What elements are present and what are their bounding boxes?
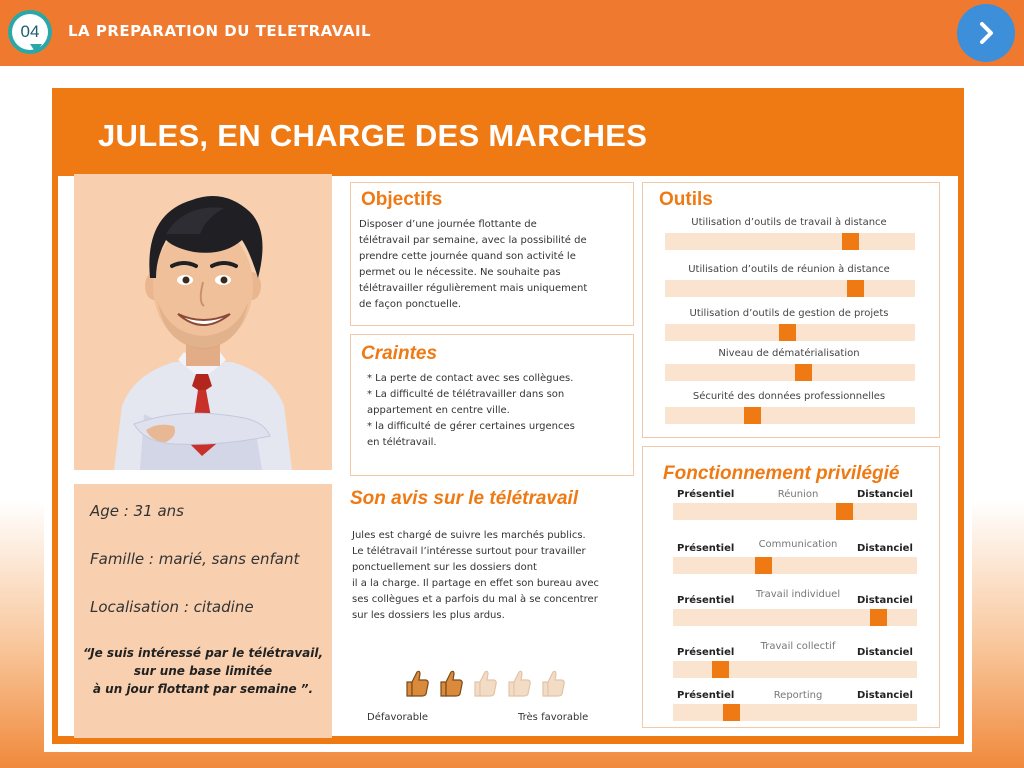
distanciel-label: Distanciel: [857, 595, 913, 606]
distanciel-label: Distanciel: [857, 543, 913, 554]
fonctionnement-box: [642, 446, 940, 728]
outil-bar: [665, 280, 915, 297]
outil-bar: [665, 233, 915, 250]
objectifs-heading: Objectifs: [361, 189, 443, 210]
slide-title: JULES, EN CHARGE DES MARCHES: [98, 118, 648, 153]
chapter-title: LA PREPARATION DU TELETRAVAIL: [68, 22, 372, 40]
text-line: Disposer d’une journée flottante de: [359, 219, 537, 230]
text-line: permet ou le nécessite. Ne souhaite pas: [359, 267, 561, 278]
text-line: ponctuellement sur les dossiers dont: [352, 562, 537, 573]
mode-marker: [870, 609, 887, 626]
mode-marker: [755, 557, 772, 574]
craintes-text: [367, 371, 629, 451]
mode-bar: [673, 661, 917, 678]
age-text: Age : 31 ans: [90, 502, 184, 520]
text-line: * La perte de contact avec ses collègues.: [367, 373, 574, 384]
top-bar: [0, 0, 1024, 66]
presentiel-label: Présentiel: [677, 647, 735, 658]
outil-label: Niveau de dématérialisation: [718, 348, 860, 359]
presentiel-label: Présentiel: [677, 595, 735, 606]
outil-marker: [795, 364, 812, 381]
outil-label: Utilisation d’outils de travail à distance: [691, 217, 887, 228]
quote-line: sur une base limitée: [133, 664, 273, 678]
distanciel-label: Distanciel: [857, 690, 913, 701]
objectifs-box: [350, 182, 634, 326]
mode-label: Travail individuel: [755, 589, 841, 600]
text-line: ses collègues et a parfois du mal à se concentrer: [352, 594, 598, 605]
mode-label: Réunion: [777, 489, 819, 500]
mode-bar: [673, 557, 917, 574]
outil-marker: [744, 407, 761, 424]
outil-marker: [847, 280, 864, 297]
next-button[interactable]: [957, 4, 1015, 62]
thumbs-up-icon: [540, 668, 566, 698]
mode-label: Reporting: [773, 690, 823, 701]
thumbs-up-icon: [404, 668, 430, 698]
outil-bar: [665, 364, 915, 381]
presentiel-label: Présentiel: [677, 489, 735, 500]
avis-heading: Son avis sur le télétravail: [350, 488, 579, 509]
mode-bar: [673, 704, 917, 721]
location-text: Localisation : citadine: [90, 598, 254, 616]
outil-label: Utilisation d’outils de gestion de projets: [689, 308, 889, 319]
presentiel-label: Présentiel: [677, 543, 735, 554]
mode-label: Communication: [758, 539, 838, 550]
mode-marker: [836, 503, 853, 520]
rating-low-label: Défavorable: [367, 712, 429, 723]
text-line: * la difficulté de gérer certaines urgences: [367, 421, 575, 432]
craintes-heading: Craintes: [361, 343, 438, 364]
chapter-badge-tail: [30, 44, 42, 53]
mode-label: Travail collectif: [760, 641, 836, 652]
thumbs-up-icon: [438, 668, 464, 698]
quote-line: “Je suis intéressé par le télétravail,: [82, 646, 324, 660]
chevron-right-icon: [974, 21, 998, 45]
outil-bar: [665, 407, 915, 424]
outil-marker: [779, 324, 796, 341]
text-line: Jules est chargé de suivre les marchés publics.: [352, 530, 586, 541]
text-line: Le télétravail l’intéresse surtout pour travailler: [352, 546, 586, 557]
rating-high-label: Très favorable: [518, 712, 589, 723]
thumbs-up-icon: [506, 668, 532, 698]
profile-panel: [74, 484, 332, 738]
outil-marker: [842, 233, 859, 250]
outil-label: Utilisation d’outils de réunion à distance: [688, 264, 890, 275]
mode-marker: [712, 661, 729, 678]
avatar-panel: [74, 174, 332, 470]
text-line: * La difficulté de télétravailler dans son: [367, 389, 565, 400]
thumbs-up-icon: [472, 668, 498, 698]
craintes-box: [350, 334, 634, 476]
text-line: prendre cette journée quand son activité le: [359, 251, 576, 262]
slide: [44, 82, 972, 752]
family-text: Famille : marié, sans enfant: [90, 550, 300, 568]
text-line: appartement en centre ville.: [367, 405, 510, 416]
mode-bar: [673, 609, 917, 626]
outils-box: [642, 182, 940, 438]
objectifs-text: [359, 217, 627, 313]
avatar-illustration: [74, 174, 332, 470]
distanciel-label: Distanciel: [857, 647, 913, 658]
mode-bar: [673, 503, 917, 520]
text-line: télétravailler régulièrement mais uniquement: [359, 283, 588, 294]
text-line: sur les dossiers les plus ardus.: [352, 610, 505, 621]
chapter-number: 04: [12, 14, 48, 50]
outil-bar: [665, 324, 915, 341]
text-line: de façon ponctuelle.: [359, 299, 462, 310]
fonctionnement-heading: Fonctionnement privilégié: [663, 463, 900, 484]
text-line: en télétravail.: [367, 437, 437, 448]
mode-marker: [723, 704, 740, 721]
outils-heading: Outils: [659, 189, 713, 210]
outil-label: Sécurité des données professionnelles: [692, 391, 886, 402]
quote-line: à un jour flottant par semaine ”.: [92, 682, 314, 696]
distanciel-label: Distanciel: [857, 489, 913, 500]
quote: [74, 644, 332, 698]
avis-text: [352, 528, 636, 624]
text-line: télétravail par semaine, avec la possibilité de: [359, 235, 587, 246]
text-line: il a la charge. Il partage en effet son bureau avec: [352, 578, 599, 589]
presentiel-label: Présentiel: [677, 690, 735, 701]
